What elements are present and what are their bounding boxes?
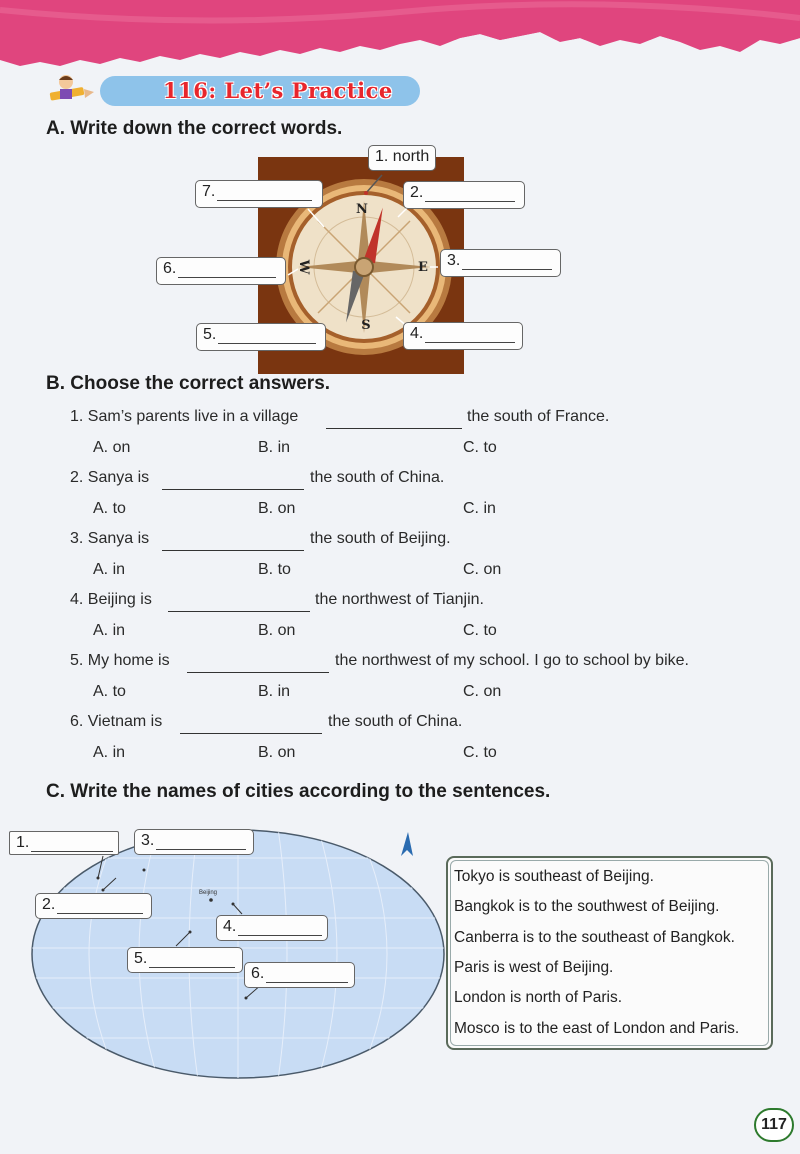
compass-n-letter: N <box>356 202 368 217</box>
question-5-option-c[interactable]: C. on <box>463 683 502 700</box>
top-banner-front <box>0 0 800 80</box>
beijing-label: Beijing <box>199 890 218 896</box>
compass-label-7[interactable] <box>195 180 323 208</box>
question-6-text: 6. Vietnam is <box>70 713 163 730</box>
question-1-option-a[interactable]: A. on <box>93 439 131 456</box>
compass-label-3[interactable] <box>440 249 561 277</box>
question-4-option-a[interactable]: A. in <box>93 622 126 639</box>
compass-label-3-num: 3. <box>447 252 461 269</box>
map-box-1-num: 1. <box>16 834 30 851</box>
question-2-option-c[interactable]: C. in <box>463 500 496 517</box>
clue-2: Bangkok is to the southwest of Beijing. <box>454 898 720 915</box>
question-3-text: 3. Sanya is <box>70 530 150 547</box>
compass-label-6[interactable] <box>156 257 286 285</box>
question-5-option-a[interactable]: A. to <box>93 683 126 700</box>
compass-label-1 <box>368 145 436 171</box>
compass-label-4[interactable] <box>403 322 523 350</box>
map-box-3-num: 3. <box>141 832 155 849</box>
question-3-option-a[interactable]: A. in <box>93 561 126 578</box>
question-4-after: the northwest of Tianjin. <box>315 591 484 608</box>
map-box-3[interactable] <box>134 829 254 855</box>
city-clues-panel <box>446 856 773 1050</box>
clue-6: Mosco is to the east of London and Paris. <box>454 1020 740 1037</box>
question-5-blank[interactable] <box>187 672 329 673</box>
question-4-text: 4. Beijing is <box>70 591 152 608</box>
question-2-option-b[interactable]: B. on <box>258 500 296 517</box>
pencil-kid-icon <box>48 72 98 108</box>
question-6-after: the south of China. <box>328 713 463 730</box>
compass-label-1-num: 1. <box>375 148 389 165</box>
question-6-blank[interactable] <box>180 733 322 734</box>
question-3-option-c[interactable]: C. on <box>463 561 502 578</box>
question-4-option-b[interactable]: B. on <box>258 622 296 639</box>
section-a-heading: A. Write down the correct words. <box>46 118 343 139</box>
question-1-text: 1. Sam’s parents live in a village <box>70 408 299 425</box>
compass-label-6-num: 6. <box>163 260 177 277</box>
section-c-heading: C. Write the names of cities according to the sentences. <box>46 781 551 802</box>
question-6-option-b[interactable]: B. on <box>258 744 296 761</box>
question-1-option-b[interactable]: B. in <box>258 439 291 456</box>
clue-4: Paris is west of Beijing. <box>454 959 614 976</box>
page-number: 117 <box>754 1108 794 1142</box>
compass-label-2-num: 2. <box>410 184 424 201</box>
map-box-1[interactable] <box>9 831 119 855</box>
compass-label-1-answer: north <box>392 148 430 165</box>
compass-s-letter: S <box>361 318 371 333</box>
question-5-after: the northwest of my school. I go to school by bike. <box>335 652 689 669</box>
question-2-blank[interactable] <box>162 489 304 490</box>
question-3-blank[interactable] <box>162 550 304 551</box>
question-3-after: the south of Beijing. <box>310 530 451 547</box>
compass-e-letter: E <box>418 260 428 275</box>
clue-5: London is north of Paris. <box>454 989 623 1006</box>
clue-3: Canberra is to the southeast of Bangkok. <box>454 929 735 946</box>
compass-label-4-num: 4. <box>410 325 424 342</box>
compass-w-letter: W <box>296 259 311 275</box>
question-5-text: 5. My home is <box>70 652 170 669</box>
compass-label-5[interactable] <box>196 323 326 351</box>
map-box-4[interactable] <box>216 915 328 941</box>
clue-1: Tokyo is southeast of Beijing. <box>454 868 654 885</box>
question-4-option-c[interactable]: C. to <box>463 622 497 639</box>
map-box-2[interactable] <box>35 893 152 919</box>
page-title: 116: Let’s Practice <box>163 78 393 103</box>
question-2-text: 2. Sanya is <box>70 469 150 486</box>
compass-label-2[interactable] <box>403 181 525 209</box>
map-box-2-num: 2. <box>42 896 56 913</box>
question-2-option-a[interactable]: A. to <box>93 500 126 517</box>
map-box-4-num: 4. <box>223 918 237 935</box>
question-6-option-a[interactable]: A. in <box>93 744 126 761</box>
compass-label-7-num: 7. <box>202 183 216 200</box>
map-box-5[interactable] <box>127 947 243 973</box>
question-1-option-c[interactable]: C. to <box>463 439 497 456</box>
compass-label-5-num: 5. <box>203 326 217 343</box>
question-6-option-c[interactable]: C. to <box>463 744 497 761</box>
question-5-option-b[interactable]: B. in <box>258 683 291 700</box>
map-box-6[interactable] <box>244 962 355 988</box>
map-box-5-num: 5. <box>134 950 148 967</box>
section-b-heading: B. Choose the correct answers. <box>46 373 331 394</box>
question-4-blank[interactable] <box>168 611 310 612</box>
question-1-blank[interactable] <box>326 428 462 429</box>
question-2-after: the south of China. <box>310 469 445 486</box>
question-3-option-b[interactable]: B. to <box>258 561 291 578</box>
question-1-after: the south of France. <box>467 408 610 425</box>
map-box-6-num: 6. <box>251 965 265 982</box>
